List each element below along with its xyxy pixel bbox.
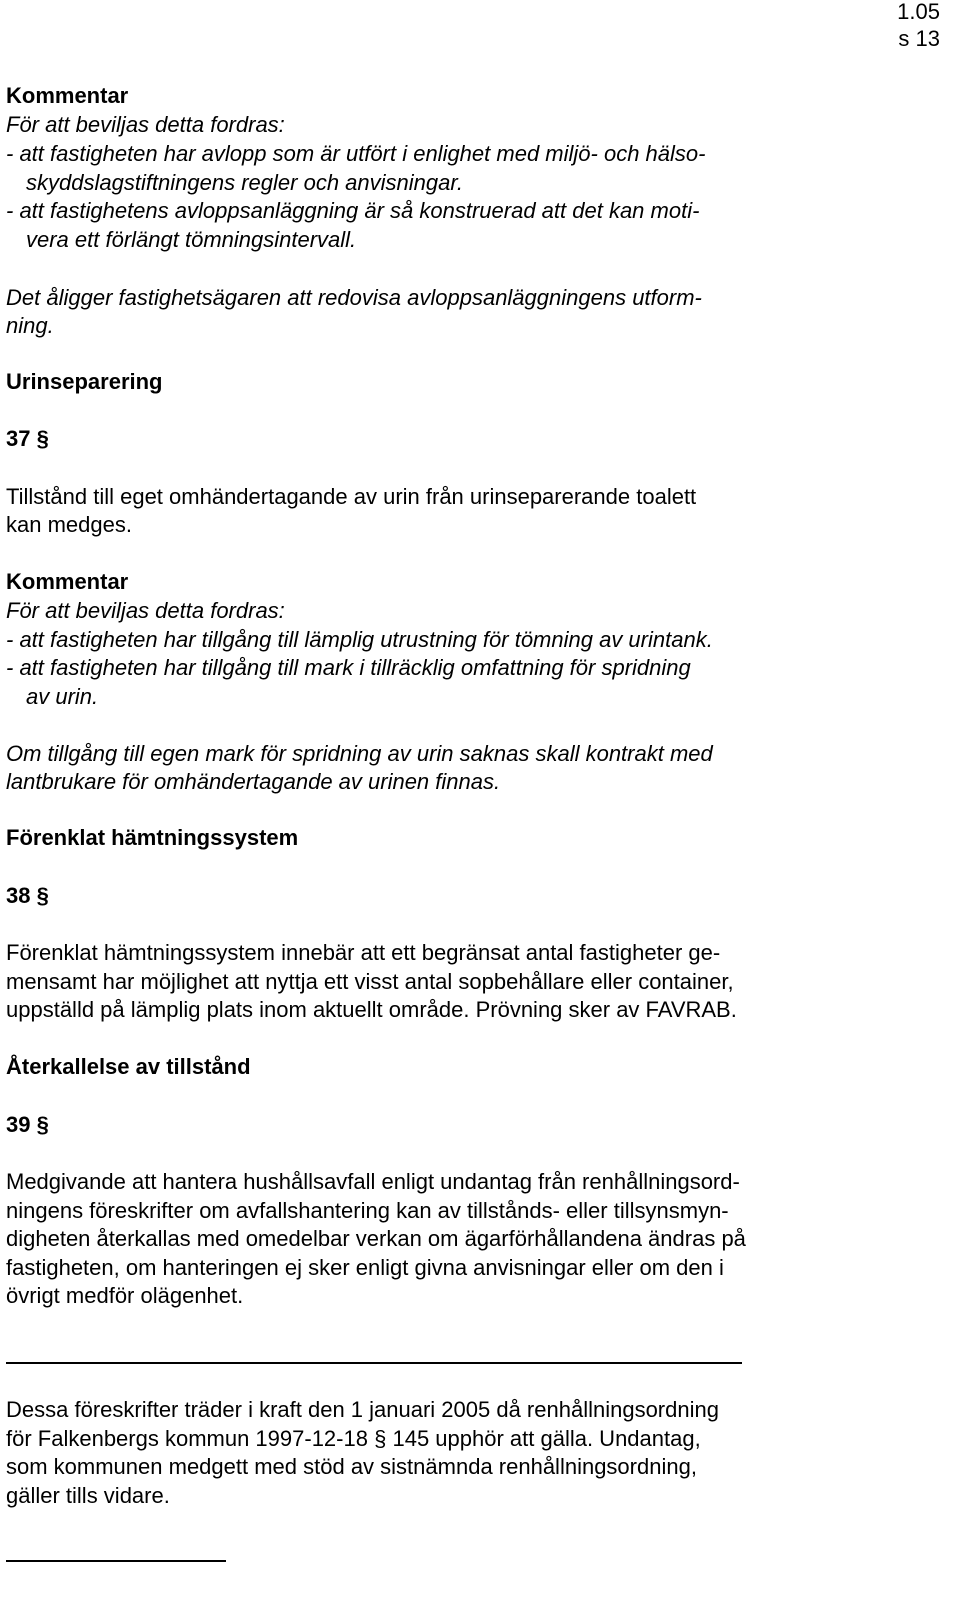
comment-item: - att fastighetens avloppsanläggning är så konstruerad att det kan moti-	[6, 198, 700, 223]
paragraph-number: 39	[6, 1112, 31, 1137]
section-symbol: §	[36, 1112, 49, 1137]
section-symbol: §	[36, 883, 49, 908]
comment-intro: För att beviljas detta fordras:	[6, 112, 285, 137]
section-symbol: §	[374, 1426, 387, 1451]
section-number: 1.05	[897, 0, 940, 24]
paragraph-text-continued: mensamt har möjlighet att nyttja ett visst antal sopbehållare eller container,	[6, 969, 734, 994]
footnote-separator-line	[6, 1560, 226, 1562]
section-heading-forenklat: Förenklat hämtningssystem	[6, 825, 299, 850]
comment-item: - att fastigheten har avlopp som är utfört i enlighet med miljö- och hälso-	[6, 141, 706, 166]
paragraph-number-39	[6, 1110, 49, 1139]
comment-note: Om tillgång till egen mark för spridning av urin saknas skall kontrakt med	[6, 741, 713, 766]
comment-heading: Kommentar	[6, 569, 129, 594]
comment-item-continued: vera ett förlängt tömningsintervall.	[26, 227, 357, 252]
paragraph-number: 37	[6, 426, 31, 451]
closing-text-continued: som kommunen medgett med stöd av sistnämnda renhållningsordning,	[6, 1454, 697, 1479]
paragraph-number-37	[6, 424, 49, 453]
closing-text-continued	[6, 1424, 701, 1453]
comment-note-continued: lantbrukare för omhändertagande av urinen finnas.	[6, 769, 501, 794]
closing-text-part: 145 upphör att gälla. Undantag,	[392, 1426, 701, 1451]
paragraph-text: Medgivande att hantera hushållsavfall enligt undantag från renhållningsord-	[6, 1169, 740, 1194]
comment-item: - att fastigheten har tillgång till lämplig utrustning för tömning av urintank.	[6, 627, 713, 652]
section-heading-aterkallelse: Återkallelse av tillstånd	[6, 1054, 251, 1079]
closing-text-part: för Falkenbergs kommun 1997-12-18	[6, 1426, 368, 1451]
section-symbol: §	[36, 426, 49, 451]
comment-item-continued: skyddslagstiftningens regler och anvisningar.	[26, 170, 463, 195]
paragraph-text-continued: uppställd på lämplig plats inom aktuellt område. Prövning sker av FAVRAB.	[6, 997, 737, 1022]
page-label: s 13	[898, 26, 940, 51]
paragraph-text: Förenklat hämtningssystem innebär att ett begränsat antal fastigheter ge-	[6, 940, 721, 965]
paragraph-text-continued: övrigt medför olägenhet.	[6, 1283, 244, 1308]
paragraph-number-38	[6, 881, 49, 910]
separator-line	[6, 1362, 742, 1364]
paragraph-text-continued: ningens föreskrifter om avfallshantering kan av tillstånds- eller tillsynsmyn-	[6, 1198, 729, 1223]
comment-item: - att fastigheten har tillgång till mark i tillräcklig omfattning för spridning	[6, 655, 691, 680]
paragraph-text-continued: fastigheten, om hanteringen ej sker enligt givna anvisningar eller om den i	[6, 1255, 724, 1280]
comment-note: Det åligger fastighetsägaren att redovisa avloppsanläggningens utform-	[6, 285, 702, 310]
paragraph-text-continued: digheten återkallas med omedelbar verkan om ägarförhållandena ändras på	[6, 1226, 746, 1251]
section-heading-urinseparering: Urinseparering	[6, 369, 163, 394]
paragraph-text-continued: kan medges.	[6, 512, 132, 537]
paragraph-number: 38	[6, 883, 31, 908]
closing-text-continued: gäller tills vidare.	[6, 1483, 170, 1508]
comment-item-continued: av urin.	[26, 684, 99, 709]
comment-intro: För att beviljas detta fordras:	[6, 598, 285, 623]
closing-text: Dessa föreskrifter träder i kraft den 1 januari 2005 då renhållningsordning	[6, 1397, 719, 1422]
paragraph-text: Tillstånd till eget omhändertagande av urin från urinseparerande toalett	[6, 484, 697, 509]
comment-note-continued: ning.	[6, 313, 54, 338]
comment-heading: Kommentar	[6, 83, 129, 108]
